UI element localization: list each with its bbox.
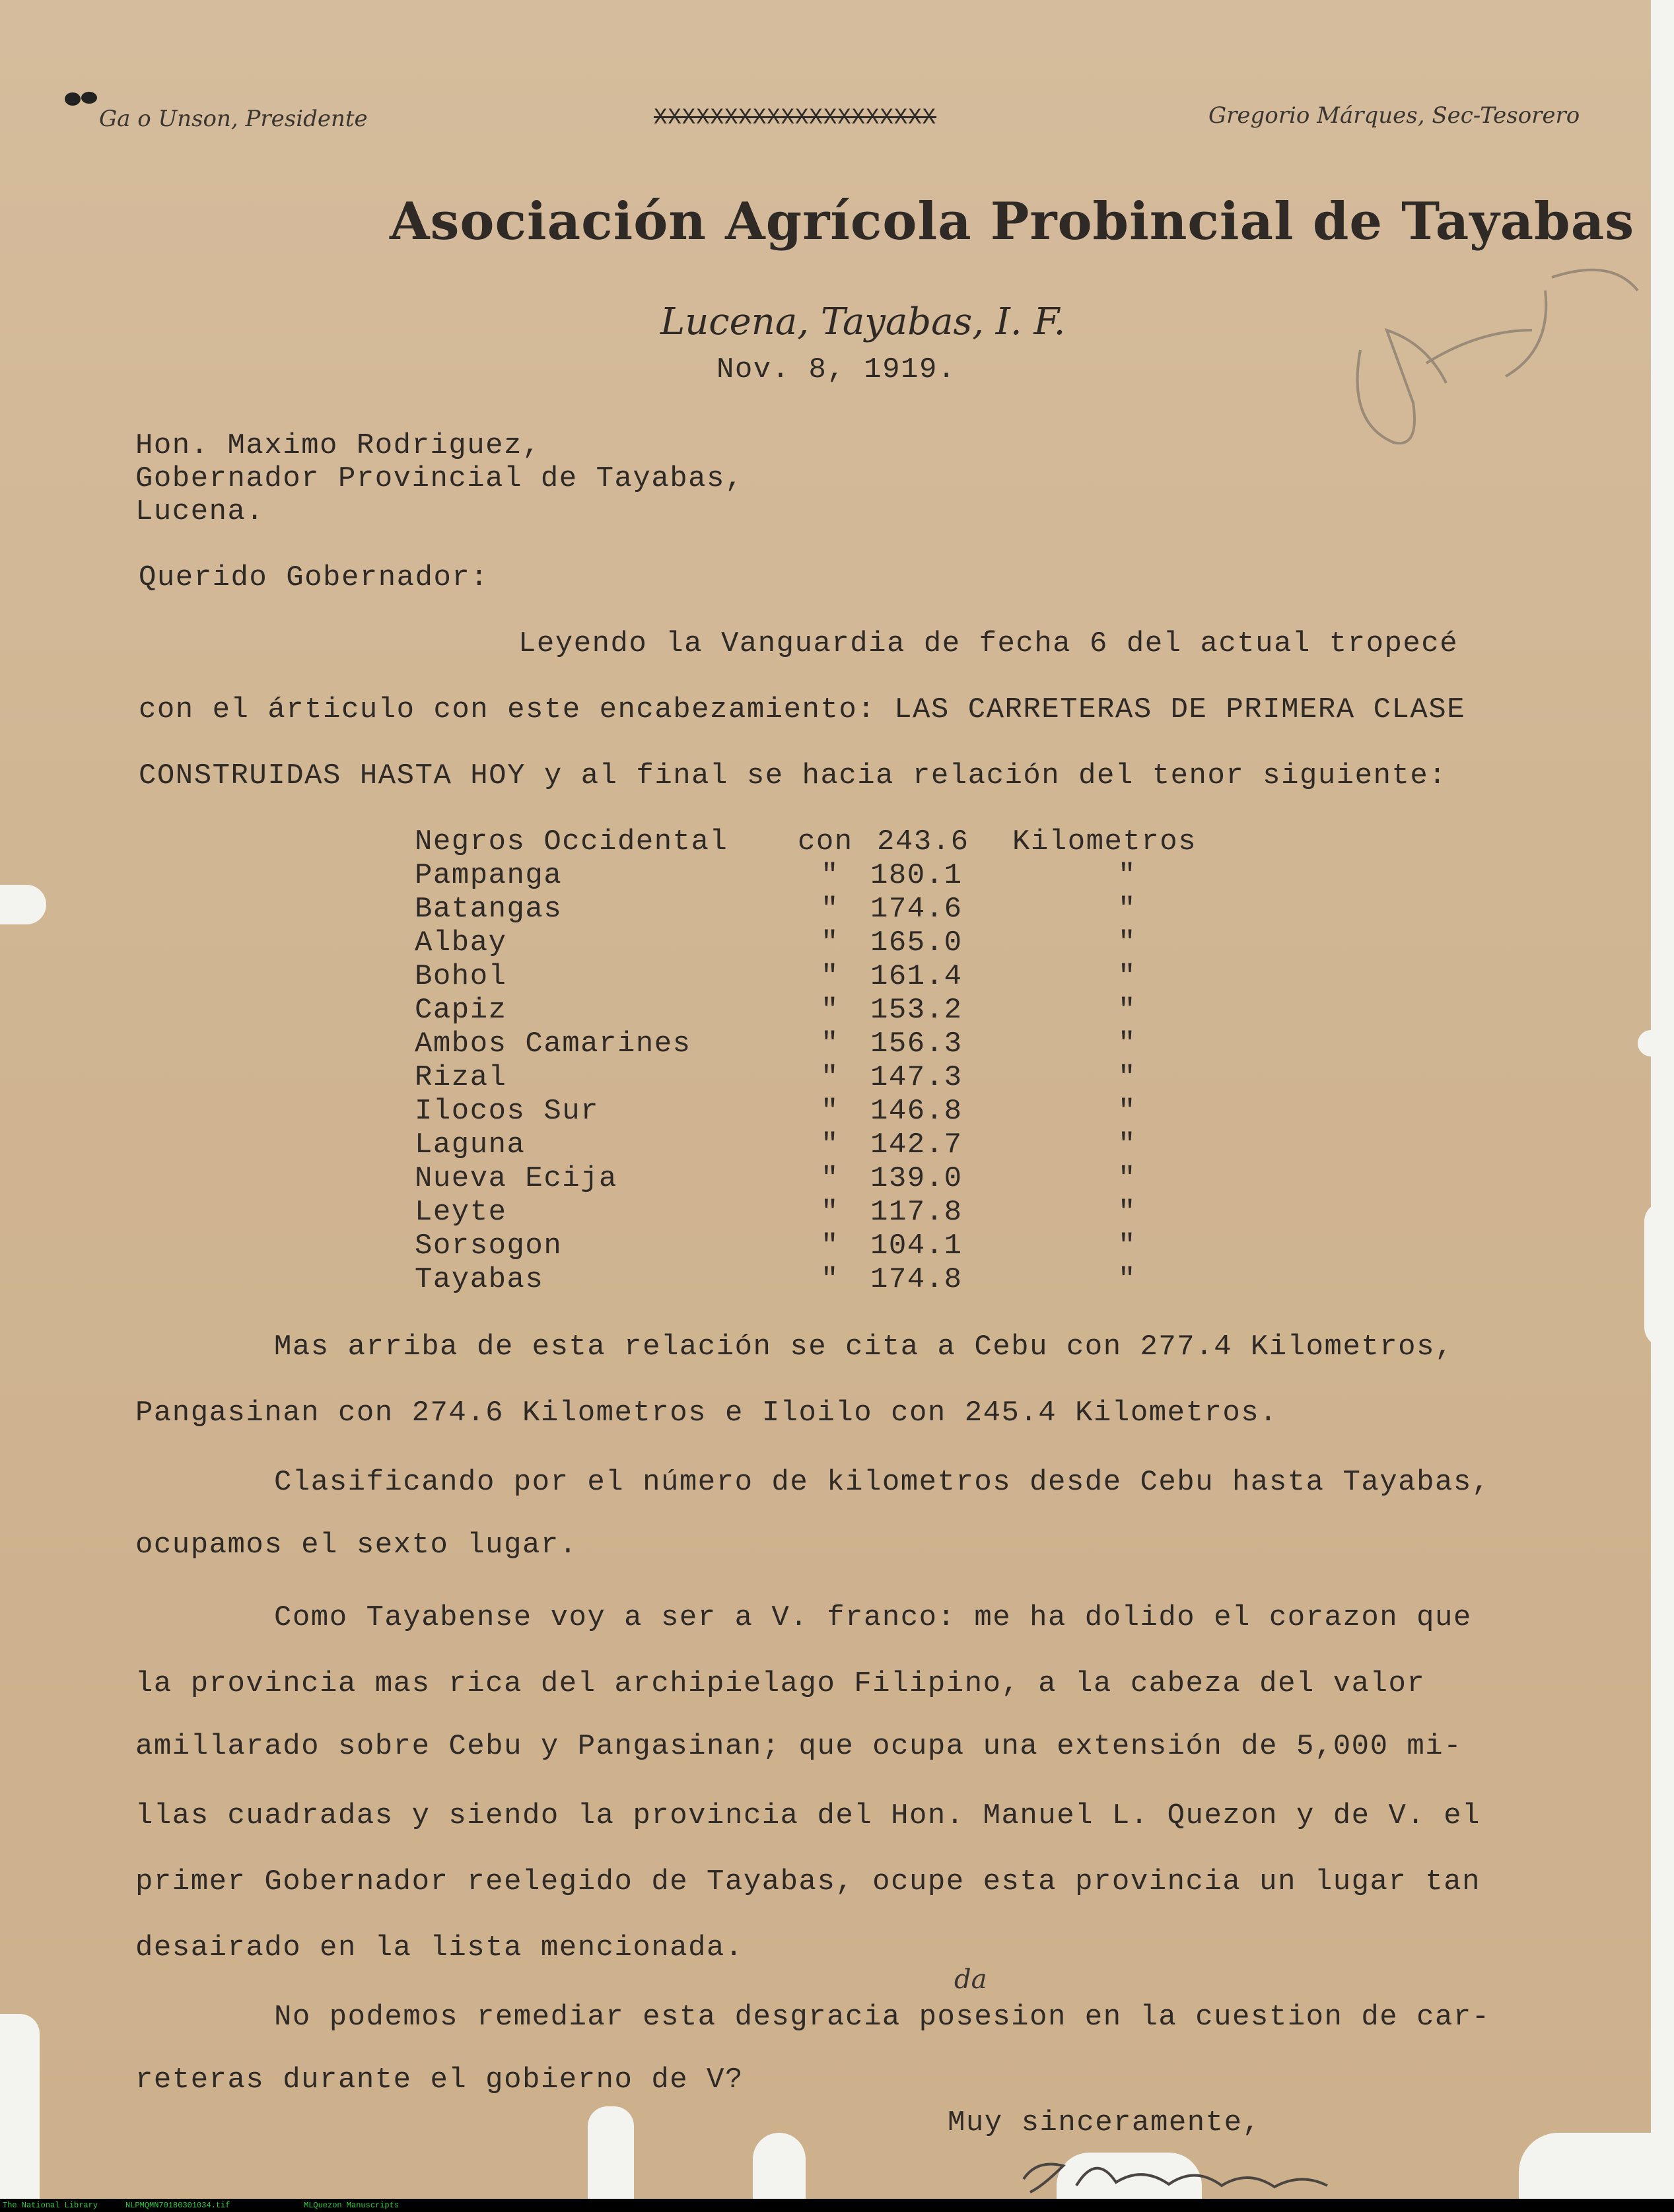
addressee-line: Lucena. — [135, 495, 265, 528]
body-line: llas cuadradas y siendo la provincia del Hon. Manuel L. Quezon y de V. el — [135, 1799, 1481, 1832]
km-value: 146.8 — [870, 1095, 963, 1128]
body-line: primer Gobernador reelegido de Tayabas, ocupe esta provincia un lugar tan — [135, 1865, 1481, 1898]
km-value: 142.7 — [870, 1128, 963, 1161]
letter-date: Nov. 8, 1919. — [716, 353, 956, 386]
ditto-mark: " — [1118, 1128, 1136, 1161]
ditto-mark: " — [821, 1095, 839, 1128]
province-name: Bohol — [415, 960, 507, 993]
torn-edge — [0, 2014, 40, 2199]
torn-edge — [1651, 0, 1674, 2199]
body-line: reteras durante el gobierno de V? — [135, 2063, 744, 2096]
table-row — [415, 1095, 1339, 1128]
province-name: Rizal — [415, 1061, 507, 1094]
km-value: 156.3 — [870, 1027, 963, 1060]
footer-library: The National Library — [3, 2201, 98, 2210]
table-row — [415, 1196, 1339, 1229]
salutation: Querido Gobernador: — [139, 561, 489, 594]
km-value: 161.4 — [870, 960, 963, 993]
km-value: 139.0 — [870, 1162, 963, 1195]
province-name: Ambos Camarines — [415, 1027, 691, 1060]
body-line: Clasificando por el número de kilometros desde Cebu hasta Tayabas, — [274, 1466, 1490, 1499]
table-row — [415, 960, 1339, 993]
closing: Muy sinceramente, — [948, 2106, 1261, 2139]
addressee-line: Hon. Maximo Rodriguez, — [135, 429, 541, 462]
body-line: Pangasinan con 274.6 Kilometros e Iloilo con 245.4 Kilometros. — [135, 1397, 1278, 1430]
ditto-mark: " — [821, 1162, 839, 1195]
province-name: Sorsogon — [415, 1229, 563, 1262]
ditto-mark: " — [1118, 1229, 1136, 1262]
province-name: Laguna — [415, 1128, 526, 1161]
ditto-mark: " — [821, 1128, 839, 1161]
body-line: con el árticulo con este encabezamiento: LAS CARRETERAS DE PRIMERA CLASE — [139, 693, 1466, 726]
km-value: 174.8 — [870, 1263, 963, 1296]
ditto-mark: " — [821, 960, 839, 993]
handwritten-insert: da — [954, 1964, 987, 1995]
body-line: amillarado sobre Cebu y Pangasinan; que ocupa una extensión de 5,000 mi- — [135, 1730, 1463, 1763]
road-table — [415, 825, 1339, 1301]
table-row — [415, 1128, 1339, 1161]
ditto-mark: " — [1118, 994, 1136, 1027]
ditto-mark: " — [821, 1263, 839, 1296]
torn-edge — [588, 2106, 634, 2199]
table-row — [415, 1027, 1339, 1060]
km-value: 165.0 — [870, 926, 963, 959]
scan-footer — [0, 2199, 1674, 2212]
province-name: Nueva Ecija — [415, 1162, 617, 1195]
table-row — [415, 893, 1339, 926]
ditto-mark: " — [1118, 1263, 1136, 1296]
table-row — [415, 994, 1339, 1027]
letterhead-location: Lucena, Tayabas, I. F. — [660, 300, 1066, 343]
km-unit: Kilometros — [1012, 825, 1197, 858]
ditto-mark: " — [1118, 1027, 1136, 1060]
torn-edge — [1519, 2133, 1674, 2199]
ditto-mark: " — [821, 994, 839, 1027]
ditto-mark: " — [1118, 926, 1136, 959]
province-name: Albay — [415, 926, 507, 959]
ditto-mark: " — [821, 926, 839, 959]
letterhead-secretary: Gregorio Márques, Sec-Tesorero — [1208, 102, 1580, 129]
ditto-mark: " — [821, 893, 839, 926]
ditto-mark: " — [1118, 1095, 1136, 1128]
table-row — [415, 1229, 1339, 1262]
table-row — [415, 926, 1339, 959]
body-line: la provincia mas rica del archipielago Filipino, a la cabeza del valor — [135, 1667, 1426, 1700]
province-name: Pampanga — [415, 859, 563, 892]
ditto-mark: " — [821, 1027, 839, 1060]
province-name: Capiz — [415, 994, 507, 1027]
ditto-mark: " — [821, 859, 839, 892]
province-name: Batangas — [415, 893, 563, 926]
footer-file: NLPMQMN70180301034.tif — [125, 2201, 230, 2210]
ditto-mark: " — [1118, 1196, 1136, 1229]
ditto-mark: " — [1118, 960, 1136, 993]
torn-edge — [753, 2133, 806, 2199]
km-value: 153.2 — [870, 994, 963, 1027]
km-value: 104.1 — [870, 1229, 963, 1262]
body-line: No podemos remediar esta desgracia posesion en la cuestion de car- — [274, 2001, 1490, 2034]
torn-edge — [0, 885, 46, 924]
km-value: 180.1 — [870, 859, 963, 892]
province-name: Leyte — [415, 1196, 507, 1229]
ditto-mark: " — [821, 1229, 839, 1262]
signature — [1010, 2146, 1380, 2199]
body-line: CONSTRUIDAS HASTA HOY y al final se hacia relación del tenor siguiente: — [139, 759, 1447, 792]
table-row — [415, 1162, 1339, 1195]
table-row — [415, 859, 1339, 892]
ditto-mark: " — [1118, 1162, 1136, 1195]
km-prefix: con — [798, 825, 853, 858]
body-line: desairado en la lista mencionada. — [135, 1931, 744, 1964]
addressee-line: Gobernador Provincial de Tayabas, — [135, 462, 744, 495]
footer-collection: MLQuezon Manuscripts — [304, 2201, 400, 2210]
km-value: 117.8 — [870, 1196, 963, 1229]
body-line: Leyendo la Vanguardia de fecha 6 del actual tropecé — [518, 627, 1459, 660]
ditto-mark: " — [1118, 893, 1136, 926]
km-value: 243.6 — [877, 825, 969, 858]
table-row — [415, 1061, 1339, 1094]
letterhead-vice-president-struck: XXXXXXXXXXXXXXXXXXXX — [654, 106, 937, 131]
body-line: Mas arriba de esta relación se cita a Cebu con 277.4 Kilometros, — [274, 1331, 1453, 1364]
province-name: Negros Occidental — [415, 825, 728, 858]
table-row — [415, 1263, 1339, 1296]
province-name: Ilocos Sur — [415, 1095, 600, 1128]
table-row — [415, 825, 1339, 858]
km-value: 147.3 — [870, 1061, 963, 1094]
letterhead-president: Ga o Unson, Presidente — [99, 106, 368, 132]
body-line: ocupamos el sexto lugar. — [135, 1529, 578, 1562]
ditto-mark: " — [821, 1061, 839, 1094]
organization-title: Asociación Agrícola Probincial de Tayabas — [390, 191, 1635, 252]
ditto-mark: " — [1118, 1061, 1136, 1094]
km-value: 174.6 — [870, 893, 963, 926]
province-name: Tayabas — [415, 1263, 544, 1296]
body-line: Como Tayabense voy a ser a V. franco: me ha dolido el corazon que — [274, 1601, 1472, 1634]
pencil-mark — [1334, 251, 1651, 462]
ditto-mark: " — [1118, 859, 1136, 892]
ditto-mark: " — [821, 1196, 839, 1229]
